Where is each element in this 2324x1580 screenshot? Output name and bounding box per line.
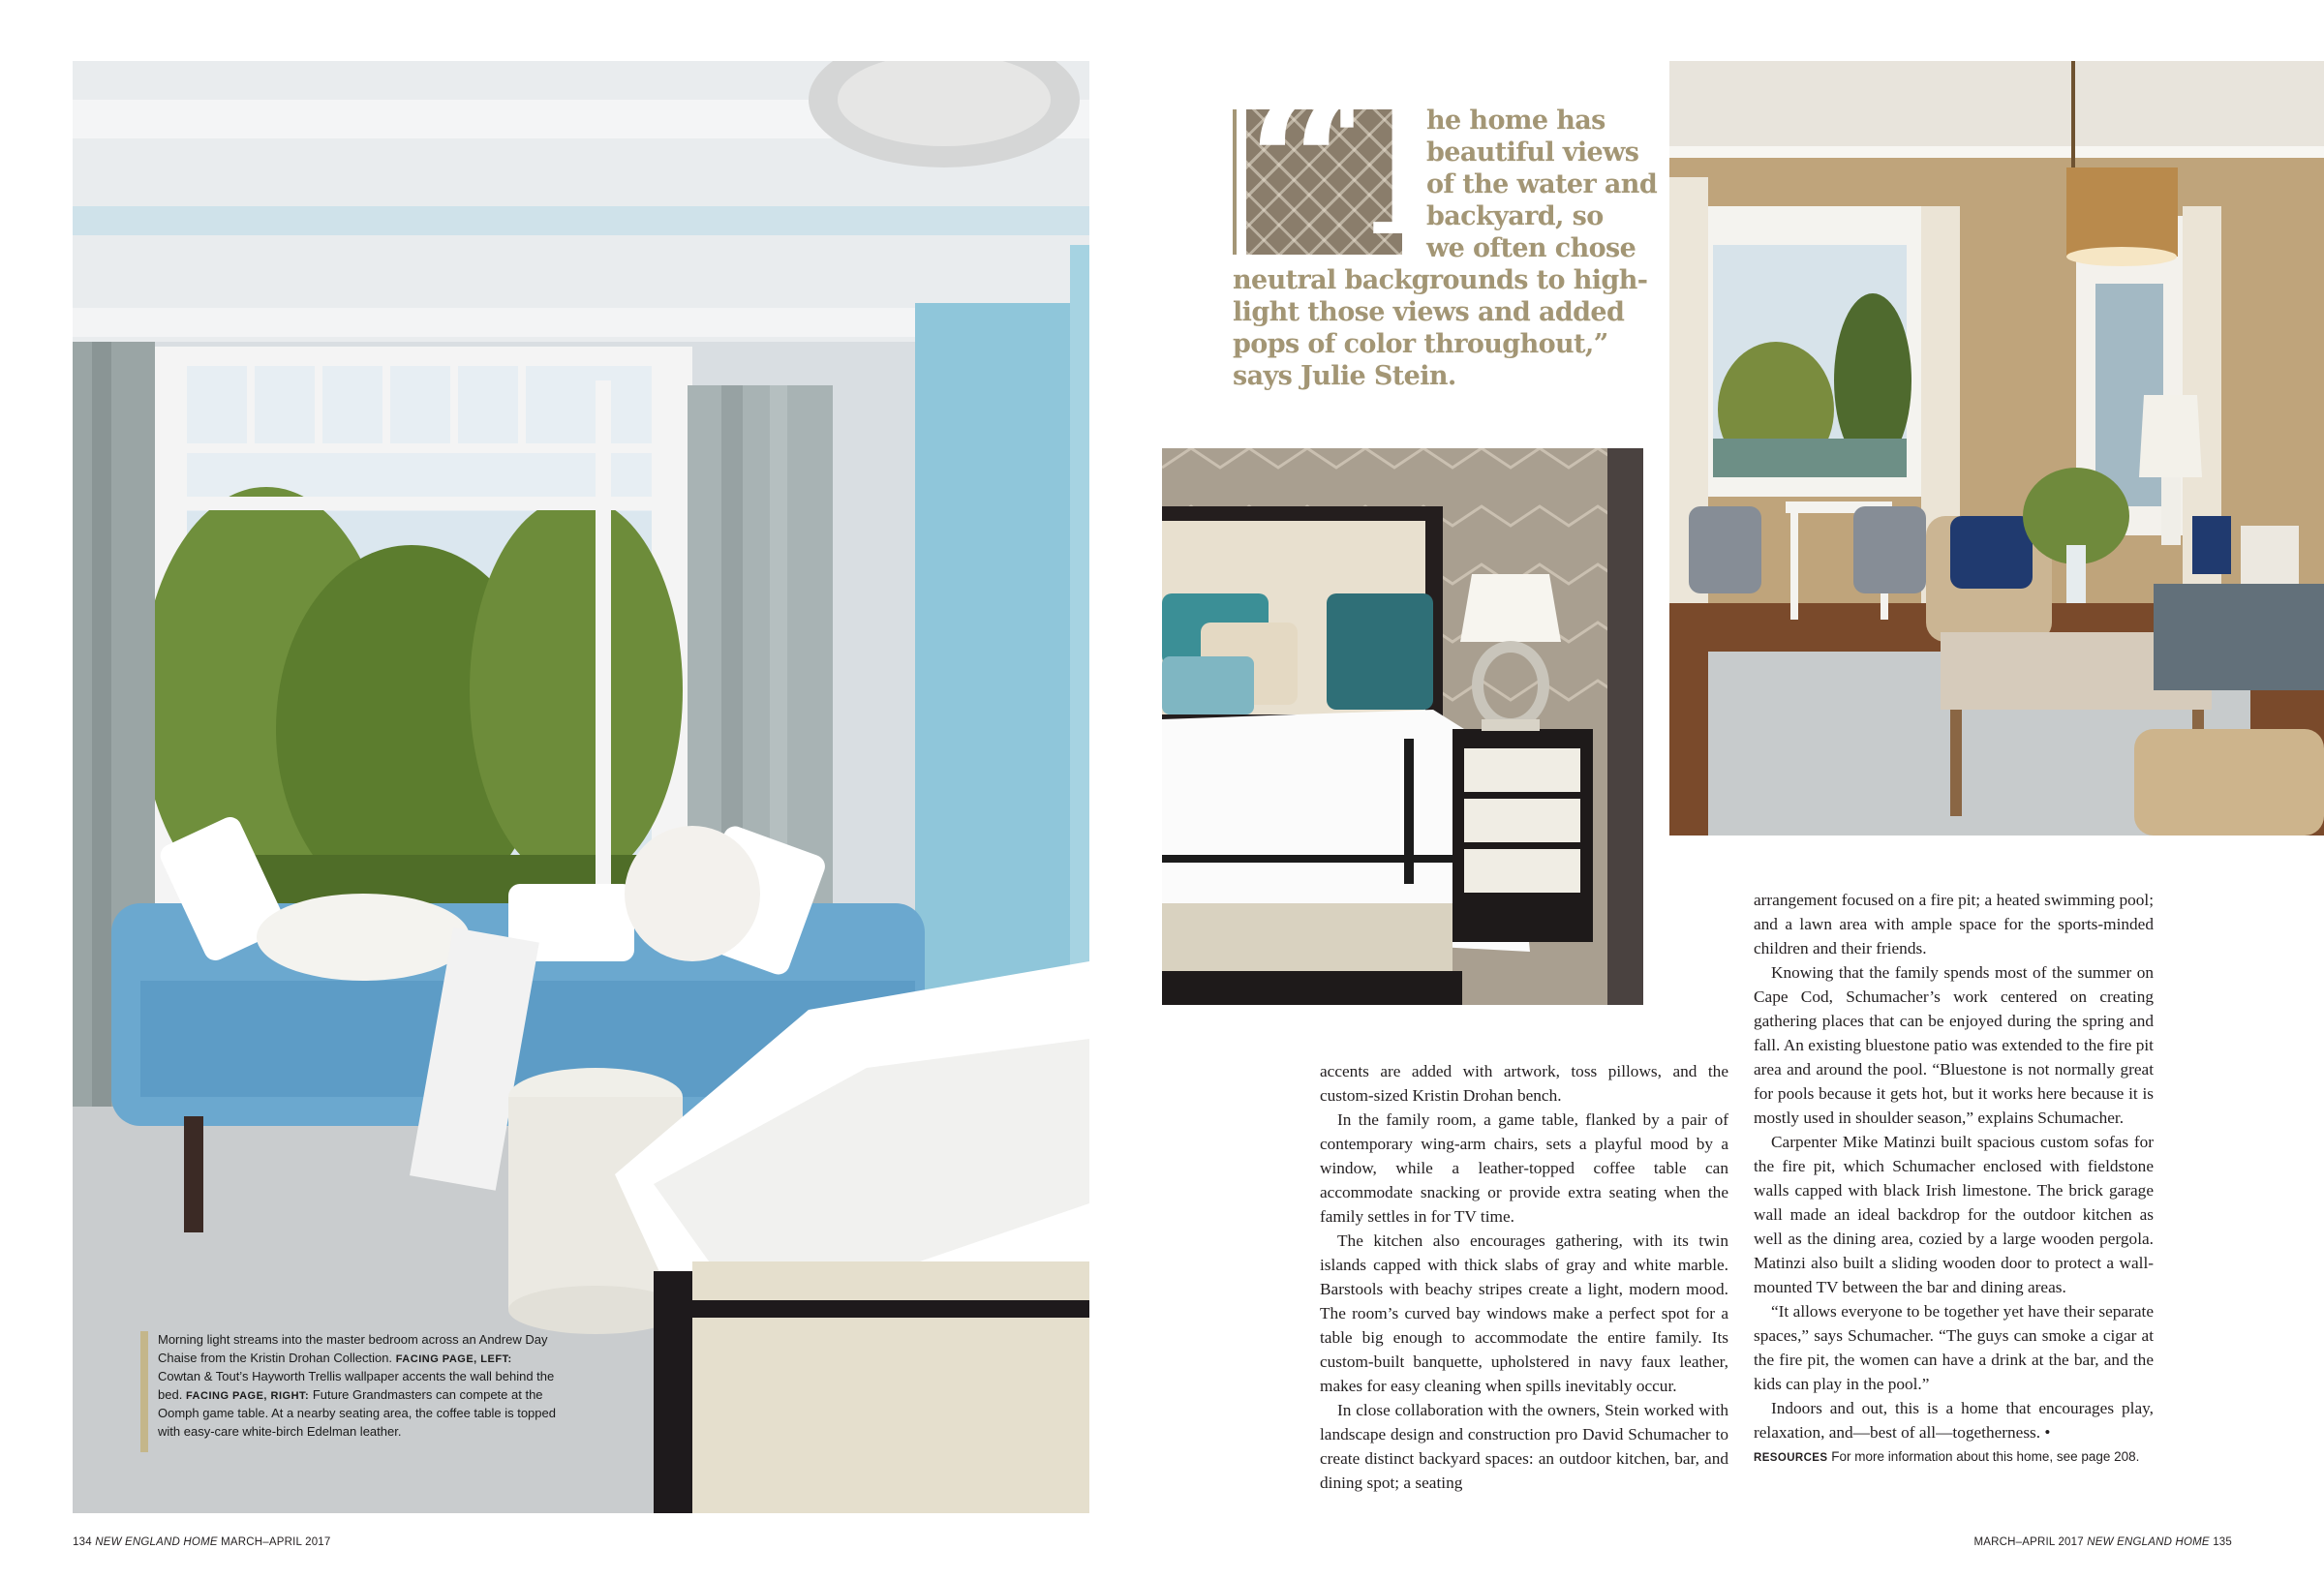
article-paragraph: “It allows everyone to be together yet have their separate spaces,” says Schumacher. “The guys can smoke a cigar at the fire pit, the women can have a drink at the bar, and the kids can play in the pool.”	[1754, 1302, 2154, 1393]
magazine-name-left: NEW ENGLAND HOME	[95, 1536, 218, 1548]
pull-quote-dropcap: “T	[1246, 52, 1463, 280]
pull-quote-line: beautiful views	[1426, 137, 1639, 167]
article-paragraph: Knowing that the family spends most of the summer on Cape Cod, Schumacher’s work centered on creating gathering places that can be enjoyed during the spring and fall. An existing bluestone patio was extended to the fire pit area and around the pool. “Bluestone is not normally great for pools because it gets hot, but it works here because it is mostly used in shoulder season,” explains Schumacher.	[1754, 963, 2154, 1127]
resources-text: For more information about this home, see page 208.	[1831, 1449, 2140, 1464]
pull-quote-line: says Julie Stein.	[1233, 361, 1456, 391]
issue-date-left: MARCH–APRIL 2017	[221, 1536, 331, 1548]
caption-text-bedroom: Morning light streams into the master bedroom across an Andrew Day Chaise from the Kristin Drohan Collection.	[158, 1332, 548, 1365]
pull-quote	[1233, 52, 1668, 414]
article-column-left	[1320, 1059, 1728, 1495]
article-paragraph: The kitchen also encourages gathering, with its twin islands capped with thick slabs of gray and white marble. Barstools with beachy stripes create a light, modern mood. The room’s curved bay windows make a perfect spot for a table big enough to accommodate the entire family. Its custom-built banquette, upholstered in navy faux leather, makes for easy cleaning when spills inevitably occur.	[1320, 1231, 1728, 1395]
resources-label: RESOURCES	[1754, 1452, 1828, 1464]
article-column-right	[1754, 888, 2154, 1471]
pull-quote-line: we often chose	[1426, 233, 1636, 263]
photo-caption	[140, 1331, 557, 1442]
article-paragraph: In the family room, a game table, flanked by a pair of contemporary wing-arm chairs, sets a playful mood by a window, while a leather-topped coffee table can accommodate snacking or provide extra seating when the family settles in for TV time.	[1320, 1110, 1728, 1226]
bed-illustration	[1162, 448, 1643, 1005]
pull-quote-line: of the water and	[1426, 169, 1658, 199]
folio-left	[73, 1536, 331, 1548]
page-number-left: 134	[73, 1536, 92, 1548]
issue-date-right: MARCH–APRIL 2017	[1973, 1536, 2084, 1548]
bedroom-illustration	[73, 61, 1089, 1513]
pull-quote-rule	[1233, 109, 1237, 255]
caption-label-facing-right: FACING PAGE, RIGHT:	[185, 1389, 310, 1402]
pull-quote-line: he home has	[1426, 106, 1605, 136]
caption-accent-bar	[140, 1331, 148, 1452]
pull-quote-line: backyard, so	[1426, 201, 1604, 231]
article-paragraph: Carpenter Mike Matinzi built spacious custom sofas for the fire pit, which Schumacher enclosed with fieldstone walls capped with black Irish limestone. The brick garage wall made an ideal backdrop for the outdoor kitchen as well as the dining area, cozied by a large wooden pergola. Matinzi also built a sliding wooden door to protect a wall-mounted TV between the bar and dining areas.	[1754, 1133, 2154, 1296]
article-paragraph: Indoors and out, this is a home that encourages play, relaxation, and—best of all—togetherness. •	[1754, 1399, 2154, 1442]
article-paragraph: In close collaboration with the owners, Stein worked with landscape design and construction pro David Schumacher to create distinct backyard spaces: an outdoor kitchen, bar, and dining spot; a seating	[1320, 1401, 1728, 1492]
article-paragraph: accents are added with artwork, toss pillows, and the custom-sized Kristin Drohan bench.	[1320, 1062, 1728, 1105]
page-number-right: 135	[2213, 1536, 2232, 1548]
pull-quote-line: light those views and added	[1233, 297, 1625, 327]
caption-text-wallpaper: Cowtan & Tout’s Hayworth Trellis wallpaper accents the wall behind the bed.	[158, 1369, 555, 1402]
family-room-illustration	[1669, 61, 2324, 836]
resources-note	[1754, 1444, 2154, 1471]
article-paragraph: arrangement focused on a fire pit; a heated swimming pool; and a lawn area with ample space for the sports-minded children and their friends.	[1754, 891, 2154, 957]
magazine-name-right: NEW ENGLAND HOME	[2087, 1536, 2210, 1548]
caption-label-facing-left: FACING PAGE, LEFT:	[395, 1352, 512, 1365]
bedroom-photo	[73, 61, 1089, 1513]
folio-right	[1974, 1536, 2233, 1548]
guest-bed-photo	[1162, 448, 1643, 1005]
pull-quote-line: pops of color throughout,”	[1233, 329, 1608, 359]
family-room-photo	[1669, 61, 2324, 836]
pull-quote-line: neutral backgrounds to high-	[1233, 265, 1648, 295]
caption-text-game-table: Future Grandmasters can compete at the Oomph game table. At a nearby seating area, the coffee table is topped with easy-care white-birch Edelman leather.	[158, 1386, 556, 1439]
